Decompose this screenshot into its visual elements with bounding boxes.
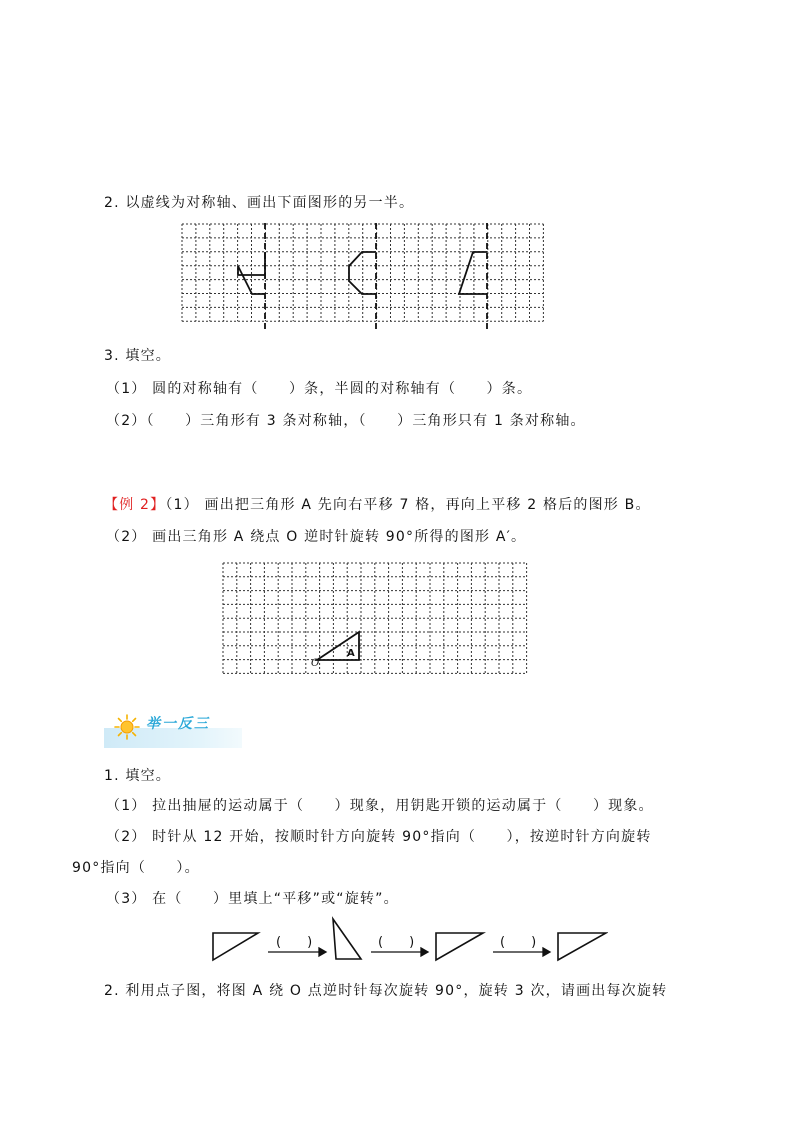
p2-title: 2. 利用点子图，将图 A 绕 O 点逆时针每次旋转 90°，旋转 3 次，请画出每次旋转 [104, 983, 668, 999]
example2-line2: （2） 画出三角形 A 绕点 O 逆时针旋转 90°所得的图形 A′。 [106, 529, 527, 545]
section-title: 举一反三 [146, 716, 210, 732]
p1-line3: 90°指向（ ）。 [72, 860, 200, 876]
sun-icon [114, 714, 140, 740]
example2-line1-text: （1） 画出把三角形 A 先向右平移 7 格，再向上平移 2 格后的图形 B。 [165, 497, 651, 513]
translation-grid [222, 562, 528, 675]
motion-sequence [208, 914, 608, 966]
example-badge: 【例 2】 [104, 497, 166, 513]
q3-title: 3. 填空。 [104, 348, 172, 364]
arrow-1-blank: ( ) [276, 935, 313, 950]
q3-line1: （1） 圆的对称轴有（ ）条，半圆的对称轴有（ ）条。 [106, 381, 533, 397]
arrow-3-blank: ( ) [500, 935, 537, 950]
shape-4 [558, 933, 606, 960]
p1-line1: （1） 拉出抽屉的运动属于（ ）现象，用钥匙开锁的运动属于（ ）现象。 [106, 798, 654, 814]
shape-2 [333, 919, 361, 959]
p1-line2: （2） 时针从 12 开始，按顺时针方向旋转 90°指向（ ），按逆时针方向旋转 [106, 829, 652, 845]
point-o-label: O [311, 658, 320, 669]
example2-line1 [104, 494, 651, 514]
arrow-2-blank: ( ) [378, 935, 415, 950]
shape-half-3 [459, 252, 487, 294]
triangle-a-label: A [347, 648, 355, 659]
q3-line2: （2）（ ）三角形有 3 条对称轴，（ ）三角形只有 1 条对称轴。 [106, 413, 586, 429]
p1-line4: （3） 在（ ）里填上“平移”或“旋转”。 [106, 891, 399, 907]
shape-3 [436, 933, 483, 960]
p1-title: 1. 填空。 [104, 768, 172, 784]
q2-title: 2. 以虚线为对称轴、画出下面图形的另一半。 [104, 195, 415, 211]
symmetry-grid [181, 223, 546, 333]
shape-1 [213, 933, 258, 960]
